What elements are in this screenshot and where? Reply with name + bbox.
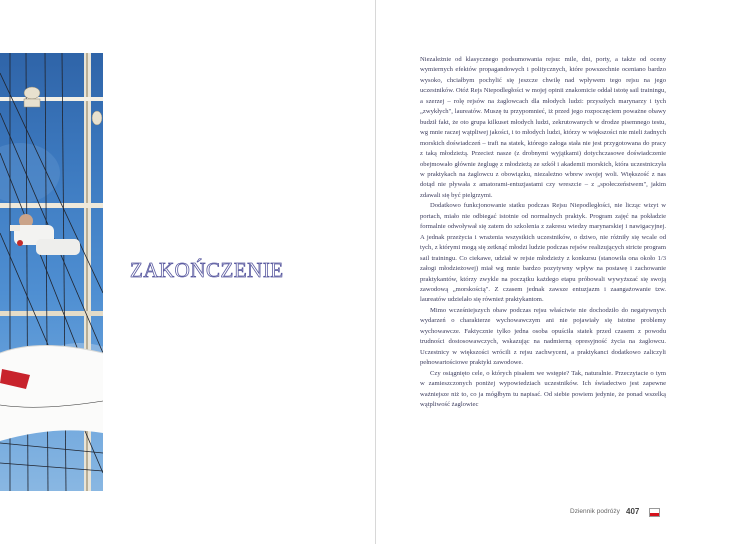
sailing-ship-photo	[0, 53, 103, 491]
flag-red-stripe	[650, 513, 659, 517]
page-footer	[560, 507, 670, 519]
paragraph-4: Czy osiągnięto cele, o których pisałem we wstępie? Tak, naturalnie. Przeczytacie o tym w zamieszczonych poniżej wypowiedziach uczestników. Ich świadectwo jest zapewne ważniejsze niż to, co ja mógłbym tu napisać. Od siebie powiem jedynie, że ponad wszelką wątpliwość żaglowiec	[420, 369, 666, 408]
running-footer-label: Dziennik podróży	[570, 508, 620, 515]
paragraph-1: Niezależnie od klasycznego podsumowania rejsu: mile, dni, porty, a także od oceny wymiernych efektów propagandowych i politycznych, które powszechnie oceniano bardzo wysoko, chciałbym pochylić się jeszcze chwilę nad wpływem tego rejsu na jego uczestników. Otóż Rejs Niepodległości w mojej opinii znakomicie oddał istotę sail trainingu, a szerzej – rolę rejsów na żaglowcach dla młodych ludzi: przyszłych marynarzy i tych „zwykłych", laureatów. Muszę tu przypomnieć, iż przed jego rozpoczęciem poważne obawy budził fakt, że oto grupa kilkuset młodych ludzi, zekrutowanych w drodze pisemnego testu, wg mnie raczej wątpliwej jakości, i to młodych ludzi, którzy w większości nie mieli żadnych morskich doświadczeń – trafi na statek, którego załoga stała nie jest przygotowana do pracy z taką młodzieżą. Przecież nasze (z drobnymi wyjątkami) dotychczasowe doświadczenie obejmowało głównie żeglugę z młodzieżą ze szkół i akademii morskich, która uczestniczyła w praktykach na żaglowcu z obowiązku, niezależno wbrew swojej woli. Większość z nas dotąd nie pływała z amatorami-entuzjastami czy wreszcie – z „społeczeństwem", jakim zdawali się być pielgrzymi.	[420, 56, 666, 199]
page-number: 407	[626, 507, 640, 516]
paragraph-3: Mimo wcześniejszych obaw podczas rejsu właściwie nie dochodziło do negatywnych wydarzeń o charakterze wychowawczym ani nie pojawiały się istotne problemy wychowawcze. Faktycznie tylko jedna osoba opuściła statek przed czasem z powodu trudności dostosowawczych, wskazując na nadmierną opresyjność życia na żaglowcu. Uczestnicy w większości wrócili z rejsu zachwyceni, a praktykanci dodatkowo zaliczyli pełnowartościowe praktyki zawodowe.	[420, 306, 666, 367]
body-text	[420, 55, 666, 410]
polish-flag-icon	[649, 508, 660, 517]
section-heading: ZAKOŃCZENIE	[130, 258, 284, 282]
ship-rigging-illustration	[0, 53, 103, 491]
paragraph-2: Dodatkowo funkcjonowanie statku podczas Rejsu Niepodległości, nie licząc wizyt w portach, miało nie odbiegać istotnie od normalnych praktyk. Program zajęć na pokładzie formalnie odwoływał się zatem do szkolenia z zakresu wiedzy marynarskiej i nawigacyjnej. A jednak przeżycia i wrażenia wszystkich uczestników, o dziwo, nie różniły się wcale od tych, z którymi mogą się zetknąć młodzi ludzie podczas rejsów realizujących stricte program sail trainingu. Co ciekawe, udział w rejsie młodzieży z konkursu (stanowiła ona około 1/3 załogi młodzieżowej) miał wg mnie bardzo pozytywny wpływ na postawę i zachowanie praktykantów, którzy zwykle na początku każdego etapu próbowali wywyższać się swoją zawodową „morskością". Z czasem jednak zawsze entuzjazm i zaangażowanie tzw. laureatów udzielało się również praktykantom.	[420, 202, 666, 304]
